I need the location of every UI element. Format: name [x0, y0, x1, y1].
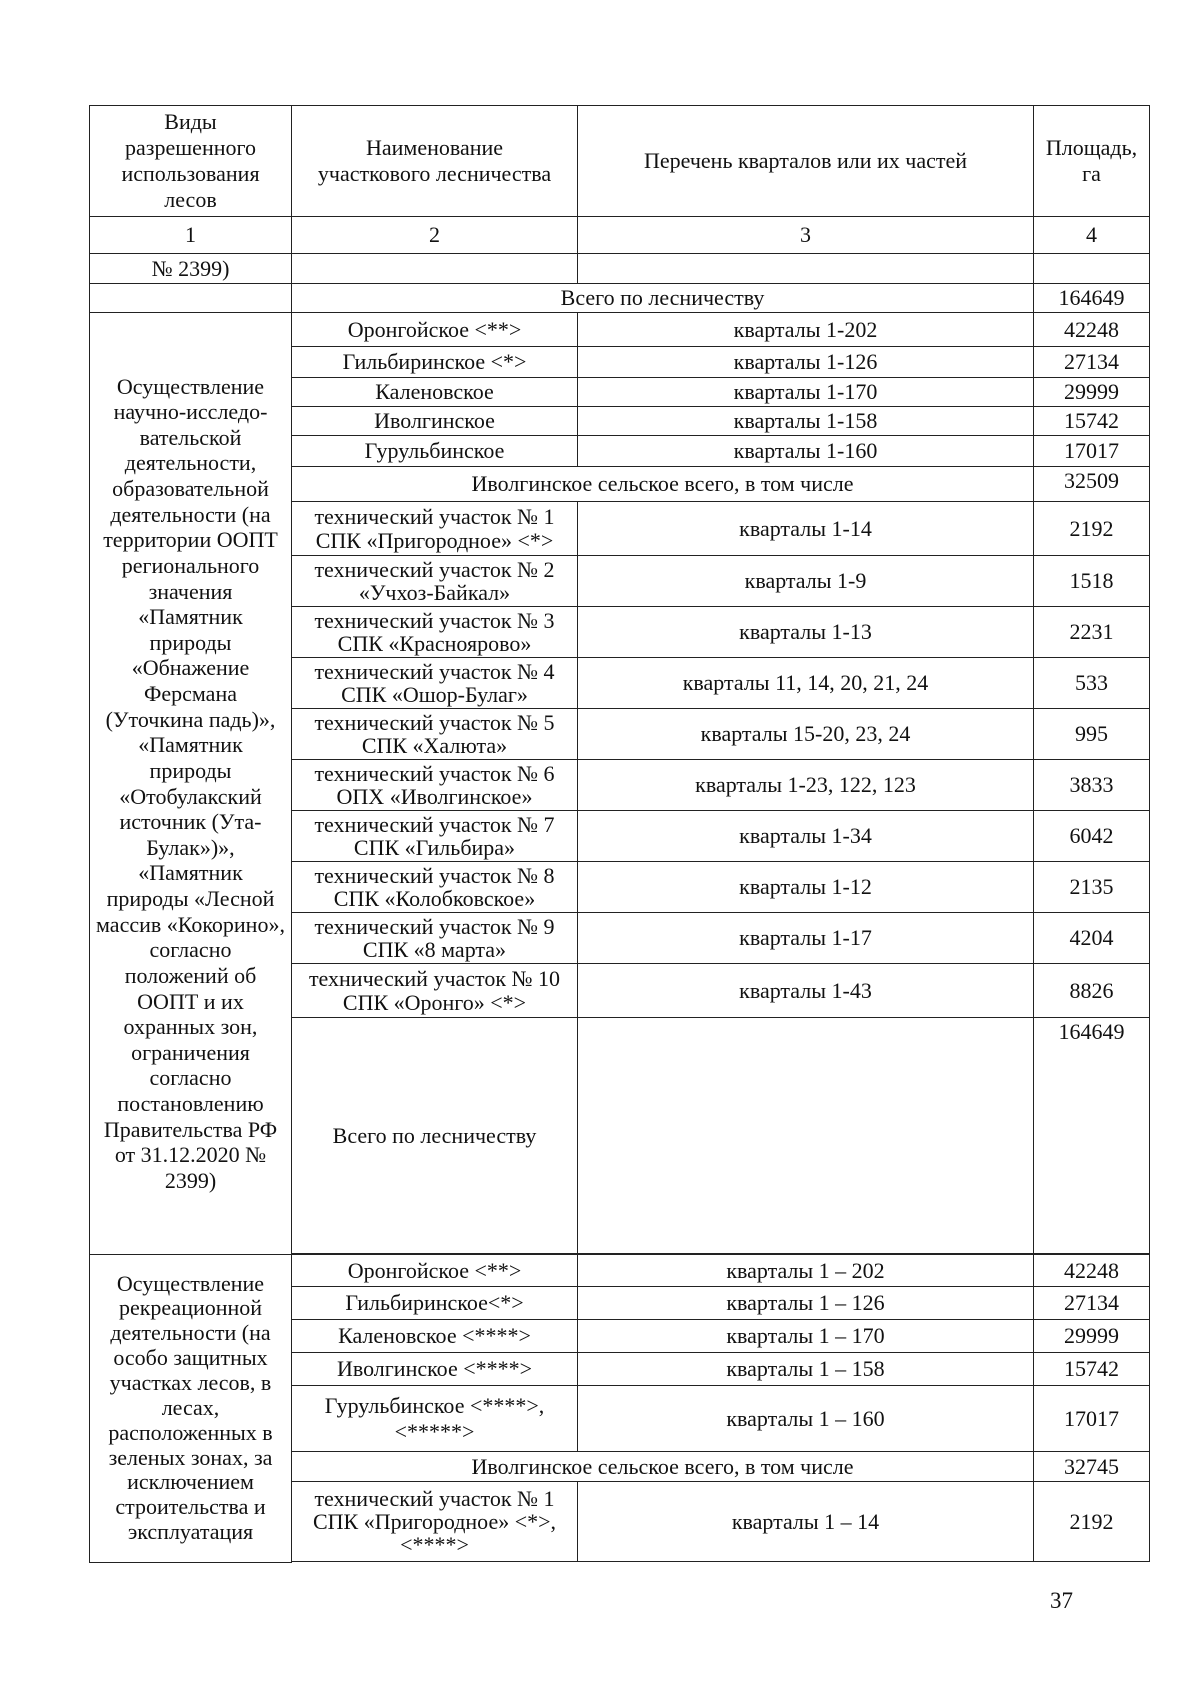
quarters: кварталы 1 – 160	[578, 1386, 1034, 1452]
area: 2135	[1034, 862, 1150, 913]
use-type-recreation: Осуществление рекреационной деятельности (на особо защитных участках лесов, в лесах, расположенных в зеленых зонах, за исключением строительства и эксплуатация	[90, 1255, 292, 1563]
area: 15742	[1034, 1353, 1150, 1386]
quarters: кварталы 11, 14, 20, 21, 24	[578, 658, 1034, 709]
tech-site-name: технический участок № 8 СПК «Колобковское»	[292, 862, 578, 913]
continuation-text: № 2399)	[90, 254, 292, 284]
area: 8826	[1034, 964, 1150, 1018]
quarters: кварталы 1-126	[578, 347, 1034, 378]
total-area: 164649	[1034, 284, 1150, 313]
subtotal-area: 32745	[1034, 1452, 1150, 1482]
quarters: кварталы 1-9	[578, 556, 1034, 607]
area: 29999	[1034, 1320, 1150, 1353]
district-name: Иволгинское	[292, 407, 578, 436]
tech-site-name: технический участок № 9 СПК «8 марта»	[292, 913, 578, 964]
use-type-research: Осуществление научно-исследо-вательской деятельности, образовательной деятельности (на территории ООПТ регионального значения «Памятник природы «Обнажение Ферсмана (Уточкина падь)», «Памятник природы «Отобулакский источник (Ута-Булак»)», «Памятник природы «Лесной массив «Кокорино», согласно положений об ООПТ и их охранных зон, ограничения согласно постановлению Правительства РФ от 31.12.2020 № 2399)	[90, 313, 292, 1255]
area: 6042	[1034, 811, 1150, 862]
header-quarters-list: Перечень кварталов или их частей	[578, 106, 1034, 217]
quarters: кварталы 1 – 14	[578, 1482, 1034, 1562]
area: 533	[1034, 658, 1150, 709]
column-number: 4	[1034, 217, 1150, 254]
total-area: 164649	[1034, 1018, 1150, 1254]
area: 17017	[1034, 1386, 1150, 1452]
tech-site-name: технический участок № 4 СПК «Ошор-Булаг»	[292, 658, 578, 709]
empty-cell	[578, 254, 1034, 284]
quarters: кварталы 1 – 158	[578, 1353, 1034, 1386]
quarters: кварталы 1-14	[578, 502, 1034, 556]
district-name: Гурульбинское	[292, 436, 578, 467]
quarters: кварталы 15-20, 23, 24	[578, 709, 1034, 760]
district-name: Каленовское	[292, 378, 578, 407]
column-number: 3	[578, 217, 1034, 254]
header-district-name: Наименование участкового лесничества	[292, 106, 578, 217]
area: 15742	[1034, 407, 1150, 436]
quarters: кварталы 1-43	[578, 964, 1034, 1018]
total-label: Всего по лесничеству	[292, 284, 1034, 313]
table-row	[90, 313, 1150, 347]
quarters: кварталы 1-12	[578, 862, 1034, 913]
quarters: кварталы 1-23, 122, 123	[578, 760, 1034, 811]
tech-site-name: технический участок № 1 СПК «Пригородное» <*>, <****>	[292, 1482, 578, 1562]
quarters: кварталы 1-13	[578, 607, 1034, 658]
quarters: кварталы 1 – 202	[578, 1255, 1034, 1287]
tech-site-name: технический участок № 10 СПК «Оронго» <*>	[292, 964, 578, 1018]
area: 1518	[1034, 556, 1150, 607]
area: 17017	[1034, 436, 1150, 467]
empty-cell	[578, 1018, 1034, 1254]
district-name: Каленовское <****>	[292, 1320, 578, 1353]
column-number-row	[90, 217, 1150, 254]
district-name: Иволгинское <****>	[292, 1353, 578, 1386]
district-name: Гильбиринское<*>	[292, 1287, 578, 1320]
area: 2192	[1034, 502, 1150, 556]
area: 29999	[1034, 378, 1150, 407]
subtotal-area: 32509	[1034, 467, 1150, 502]
empty-cell	[90, 284, 292, 313]
tech-site-name: технический участок № 5 СПК «Халюта»	[292, 709, 578, 760]
quarters: кварталы 1-158	[578, 407, 1034, 436]
area: 42248	[1034, 313, 1150, 347]
area: 27134	[1034, 347, 1150, 378]
forest-use-table	[89, 105, 1150, 1563]
district-name: Гильбиринское <*>	[292, 347, 578, 378]
area: 42248	[1034, 1255, 1150, 1287]
area: 4204	[1034, 913, 1150, 964]
subtotal-label: Иволгинское сельское всего, в том числе	[292, 1452, 1034, 1482]
header-use-types: Виды разрешенного использования лесов	[90, 106, 292, 217]
table-row	[90, 1255, 1150, 1287]
area: 3833	[1034, 760, 1150, 811]
header-area: Площадь, га	[1034, 106, 1150, 217]
tech-site-name: технический участок № 6 ОПХ «Иволгинское»	[292, 760, 578, 811]
quarters: кварталы 1-17	[578, 913, 1034, 964]
tech-site-name: технический участок № 1 СПК «Пригородное» <*>	[292, 502, 578, 556]
total-row	[90, 284, 1150, 313]
column-number: 2	[292, 217, 578, 254]
continuation-row	[90, 254, 1150, 284]
page-number: 37	[1050, 1588, 1073, 1613]
district-name: Гурульбинское <****>, <*****>	[292, 1386, 578, 1452]
area: 2231	[1034, 607, 1150, 658]
table-header-row	[90, 106, 1150, 217]
tech-site-name: технический участок № 7 СПК «Гильбира»	[292, 811, 578, 862]
quarters: кварталы 1 – 126	[578, 1287, 1034, 1320]
area: 2192	[1034, 1482, 1150, 1562]
quarters: кварталы 1-160	[578, 436, 1034, 467]
quarters: кварталы 1-202	[578, 313, 1034, 347]
quarters: кварталы 1-170	[578, 378, 1034, 407]
empty-cell	[292, 254, 578, 284]
tech-site-name: технический участок № 2 «Учхоз-Байкал»	[292, 556, 578, 607]
quarters: кварталы 1 – 170	[578, 1320, 1034, 1353]
area: 995	[1034, 709, 1150, 760]
subtotal-label: Иволгинское сельское всего, в том числе	[292, 467, 1034, 502]
total-label: Всего по лесничеству	[292, 1018, 578, 1254]
tech-site-name: технический участок № 3 СПК «Красноярово»	[292, 607, 578, 658]
district-name: Оронгойское <**>	[292, 1255, 578, 1287]
column-number: 1	[90, 217, 292, 254]
empty-cell	[1034, 254, 1150, 284]
area: 27134	[1034, 1287, 1150, 1320]
quarters: кварталы 1-34	[578, 811, 1034, 862]
district-name: Оронгойское <**>	[292, 313, 578, 347]
